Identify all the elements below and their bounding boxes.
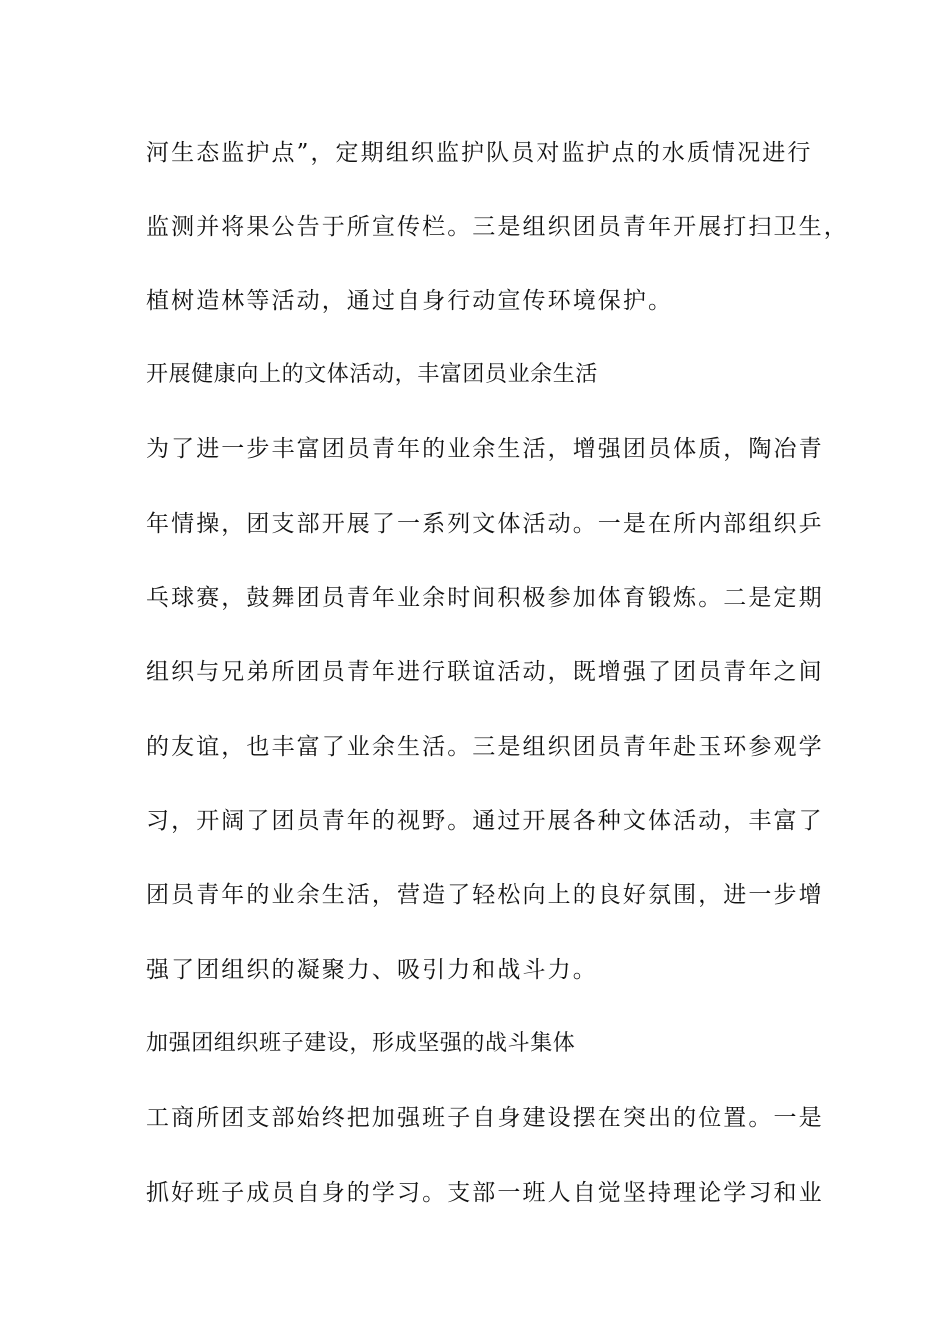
paragraph-line: 河生态监护点”，定期组织监护队员对监护点的水质情况进行 <box>146 140 813 166</box>
paragraph-line: 植树造林等活动，通过自身行动宣传环境保护。 <box>146 288 674 314</box>
section-heading: 加强团组织班子建设，形成坚强的战斗集体 <box>146 1031 576 1056</box>
paragraph-line: 的友谊，也丰富了业余生活。三是组织团员青年赴玉环参观学 <box>146 734 824 760</box>
paragraph-line: 强了团组织的凝聚力、吸引力和战斗力。 <box>146 957 598 983</box>
paragraph-line: 抓好班子成员自身的学习。支部一班人自觉坚持理论学习和业 <box>146 1180 824 1206</box>
paragraph-line: 习，开阔了团员青年的视野。通过开展各种文体活动，丰富了 <box>146 808 824 834</box>
paragraph-line: 乓球赛，鼓舞团员青年业余时间积极参加体育锻炼。二是定期 <box>146 585 824 611</box>
paragraph-line: 工商所团支部始终把加强班子自身建设摆在突出的位置。一是 <box>146 1105 824 1131</box>
section-heading: 开展健康向上的文体活动，丰富团员业余生活 <box>146 362 599 387</box>
paragraph-line: 组织与兄弟所团员青年进行联谊活动，既增强了团员青年之间 <box>146 659 824 685</box>
paragraph-line: 为了进一步丰富团员青年的业余生活，增强团员体质，陶冶青 <box>146 436 824 462</box>
paragraph-line: 监测并将果公告于所宣传栏。三是组织团员青年开展打扫卫生， <box>146 214 849 240</box>
paragraph-line: 年情操，团支部开展了一系列文体活动。一是在所内部组织乒 <box>146 511 824 537</box>
paragraph-line: 团员青年的业余生活，营造了轻松向上的良好氛围，进一步增 <box>146 882 824 908</box>
